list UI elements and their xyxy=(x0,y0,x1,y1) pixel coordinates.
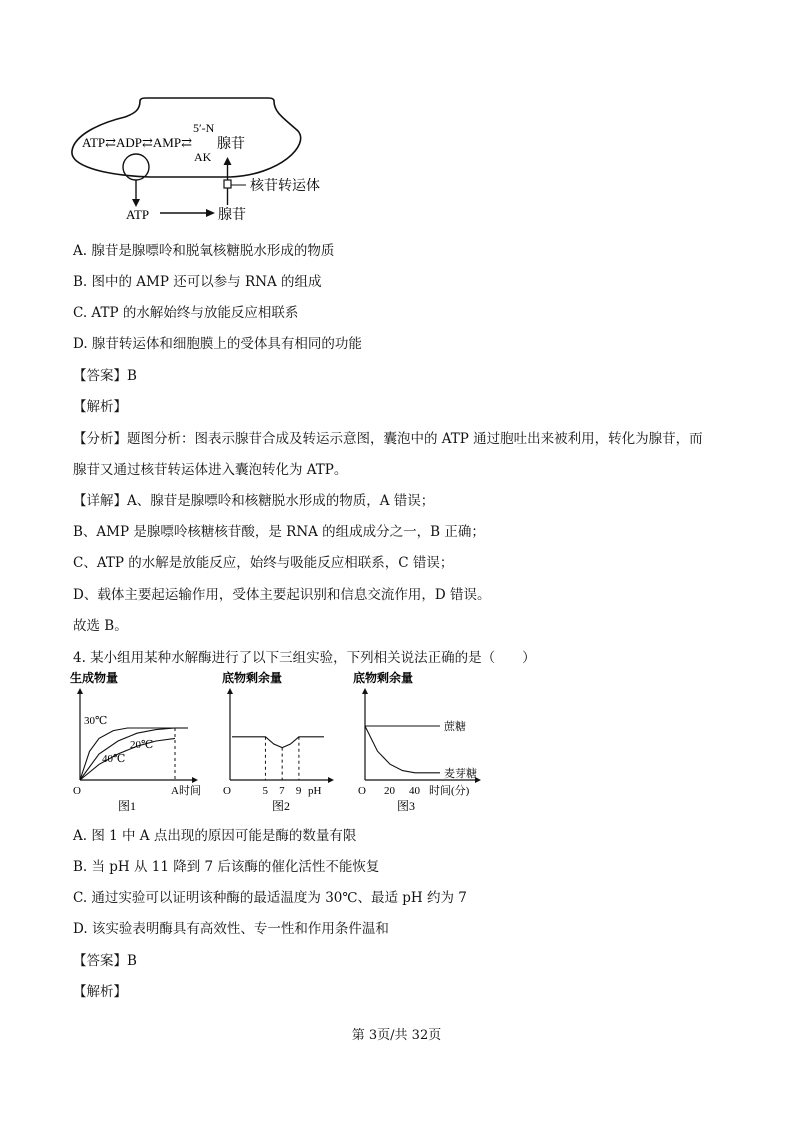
chart1-series-line xyxy=(80,728,175,780)
chart3-label-sucrose: 蔗糖 xyxy=(444,721,466,733)
y-axis-arrow xyxy=(227,688,233,694)
q4-option-c: C. 通过实验可以证明该种酶的最适温度为 30℃、最适 pH 约为 7 xyxy=(73,890,467,906)
transporter-box xyxy=(224,180,231,188)
adenosine-inside-label: 腺苷 xyxy=(217,137,245,152)
chart2-tick-label: 7 xyxy=(279,785,285,797)
q3-option-b: B. 图中的 AMP 还可以参与 RNA 的组成 xyxy=(73,274,322,290)
q3-analysis-line1: 【分析】题图分析：图表示腺苷合成及转运示意图，囊泡中的 ATP 通过胞吐出来被利用，转化为腺苷，而 xyxy=(73,431,703,447)
chart2-series-line xyxy=(232,737,324,748)
chart2-origin: O xyxy=(223,785,231,797)
x-axis-arrow xyxy=(192,777,198,783)
q3-analysis-title: 【解析】 xyxy=(73,399,127,415)
q4-option-b: B. 当 pH 从 11 降到 7 后该酶的催化活性不能恢复 xyxy=(73,859,380,875)
page-footer: 第 3页/共 32页 xyxy=(351,1028,442,1043)
atp-outside-label: ATP xyxy=(126,207,150,222)
atp-adp-amp-label: ATP⇄ADP⇄AMP⇄ xyxy=(82,135,192,150)
y-axis-arrow xyxy=(77,688,83,694)
q3-option-d: D. 腺苷转运体和细胞膜上的受体具有相同的功能 xyxy=(73,336,362,352)
chart1-series-line xyxy=(80,728,175,780)
q3-detail-d: D、载体主要起运输作用，受体主要起识别和信息交流作用，D 错误。 xyxy=(73,587,491,603)
q3-answer: 【答案】B xyxy=(73,368,137,384)
q3-detail-a: 【详解】A、腺苷是腺嘌呤和核糖脱水形成的物质，A 错误； xyxy=(73,493,435,509)
q3-detail-b: B、AMP 是腺嘌呤核糖核苷酸，是 RNA 的组成成分之一，B 正确； xyxy=(73,524,485,540)
chart1-origin: O xyxy=(73,785,81,797)
chart1-label-40c: 40℃ xyxy=(102,752,126,765)
q4-option-d: D. 该实验表明酶具有高效性、专一性和作用条件温和 xyxy=(73,921,389,937)
chart2-ylabel: 底物剩余量 xyxy=(222,671,283,685)
chart2-title: 图2 xyxy=(272,799,291,813)
chart3-series-line xyxy=(365,726,440,773)
chart3-label-maltose: 麦芽糖 xyxy=(444,767,477,780)
q4-analysis-title: 【解析】 xyxy=(73,984,127,1000)
q3-option-a: A. 腺苷是腺嘌呤和脱氧核糖脱水形成的物质 xyxy=(73,243,335,259)
x-axis-arrow xyxy=(328,777,334,783)
q3-conclusion: 故选 B。 xyxy=(73,618,128,634)
adenosine-outside-label: 腺苷 xyxy=(218,208,246,223)
y-axis-arrow xyxy=(362,688,368,694)
chart3-origin: O xyxy=(358,785,366,797)
five-n-label: 5′-N xyxy=(193,121,215,135)
q4-option-a: A. 图 1 中 A 点出现的原因可能是酶的数量有限 xyxy=(73,828,357,844)
chart1-tick-a: A xyxy=(171,785,179,797)
q3-analysis-line2: 腺苷又通过核苷转运体进入囊泡转化为 ATP。 xyxy=(73,462,348,478)
ak-label: AK xyxy=(194,150,212,164)
chart1-xlabel: 时间 xyxy=(179,785,201,797)
chart3-xlabel: 时间(分) xyxy=(429,785,470,797)
chart1-title: 图1 xyxy=(118,799,137,813)
chart2-xlabel: pH xyxy=(308,785,322,797)
chart1-label-30c: 30℃ xyxy=(84,715,108,727)
chart3-title: 图3 xyxy=(397,799,416,813)
chart3-tick-20: 20 xyxy=(384,785,395,797)
chart1-ylabel: 生成物量 xyxy=(70,671,119,685)
q4-stem: 4. 某小组用某种水解酶进行了以下三组实验，下列相关说法正确的是（ ） xyxy=(73,650,536,666)
adenosine-transport-diagram xyxy=(60,95,360,230)
chart2-tick-label: 5 xyxy=(262,785,268,797)
chart3-ylabel: 底物剩余量 xyxy=(353,671,414,685)
q3-option-c: C. ATP 的水解始终与放能反应相联系 xyxy=(73,305,299,321)
q3-detail-c: C、ATP 的水解是放能反应，始终与吸能反应相联系，C 错误； xyxy=(73,555,454,571)
q4-answer: 【答案】B xyxy=(73,953,137,969)
transporter-label: 核苷转运体 xyxy=(250,179,320,194)
chart1-label-20c: 20℃ xyxy=(130,738,154,751)
chart2-tick-label: 9 xyxy=(295,785,302,797)
q4-charts xyxy=(70,668,510,818)
chart3-tick-40: 40 xyxy=(409,785,420,797)
